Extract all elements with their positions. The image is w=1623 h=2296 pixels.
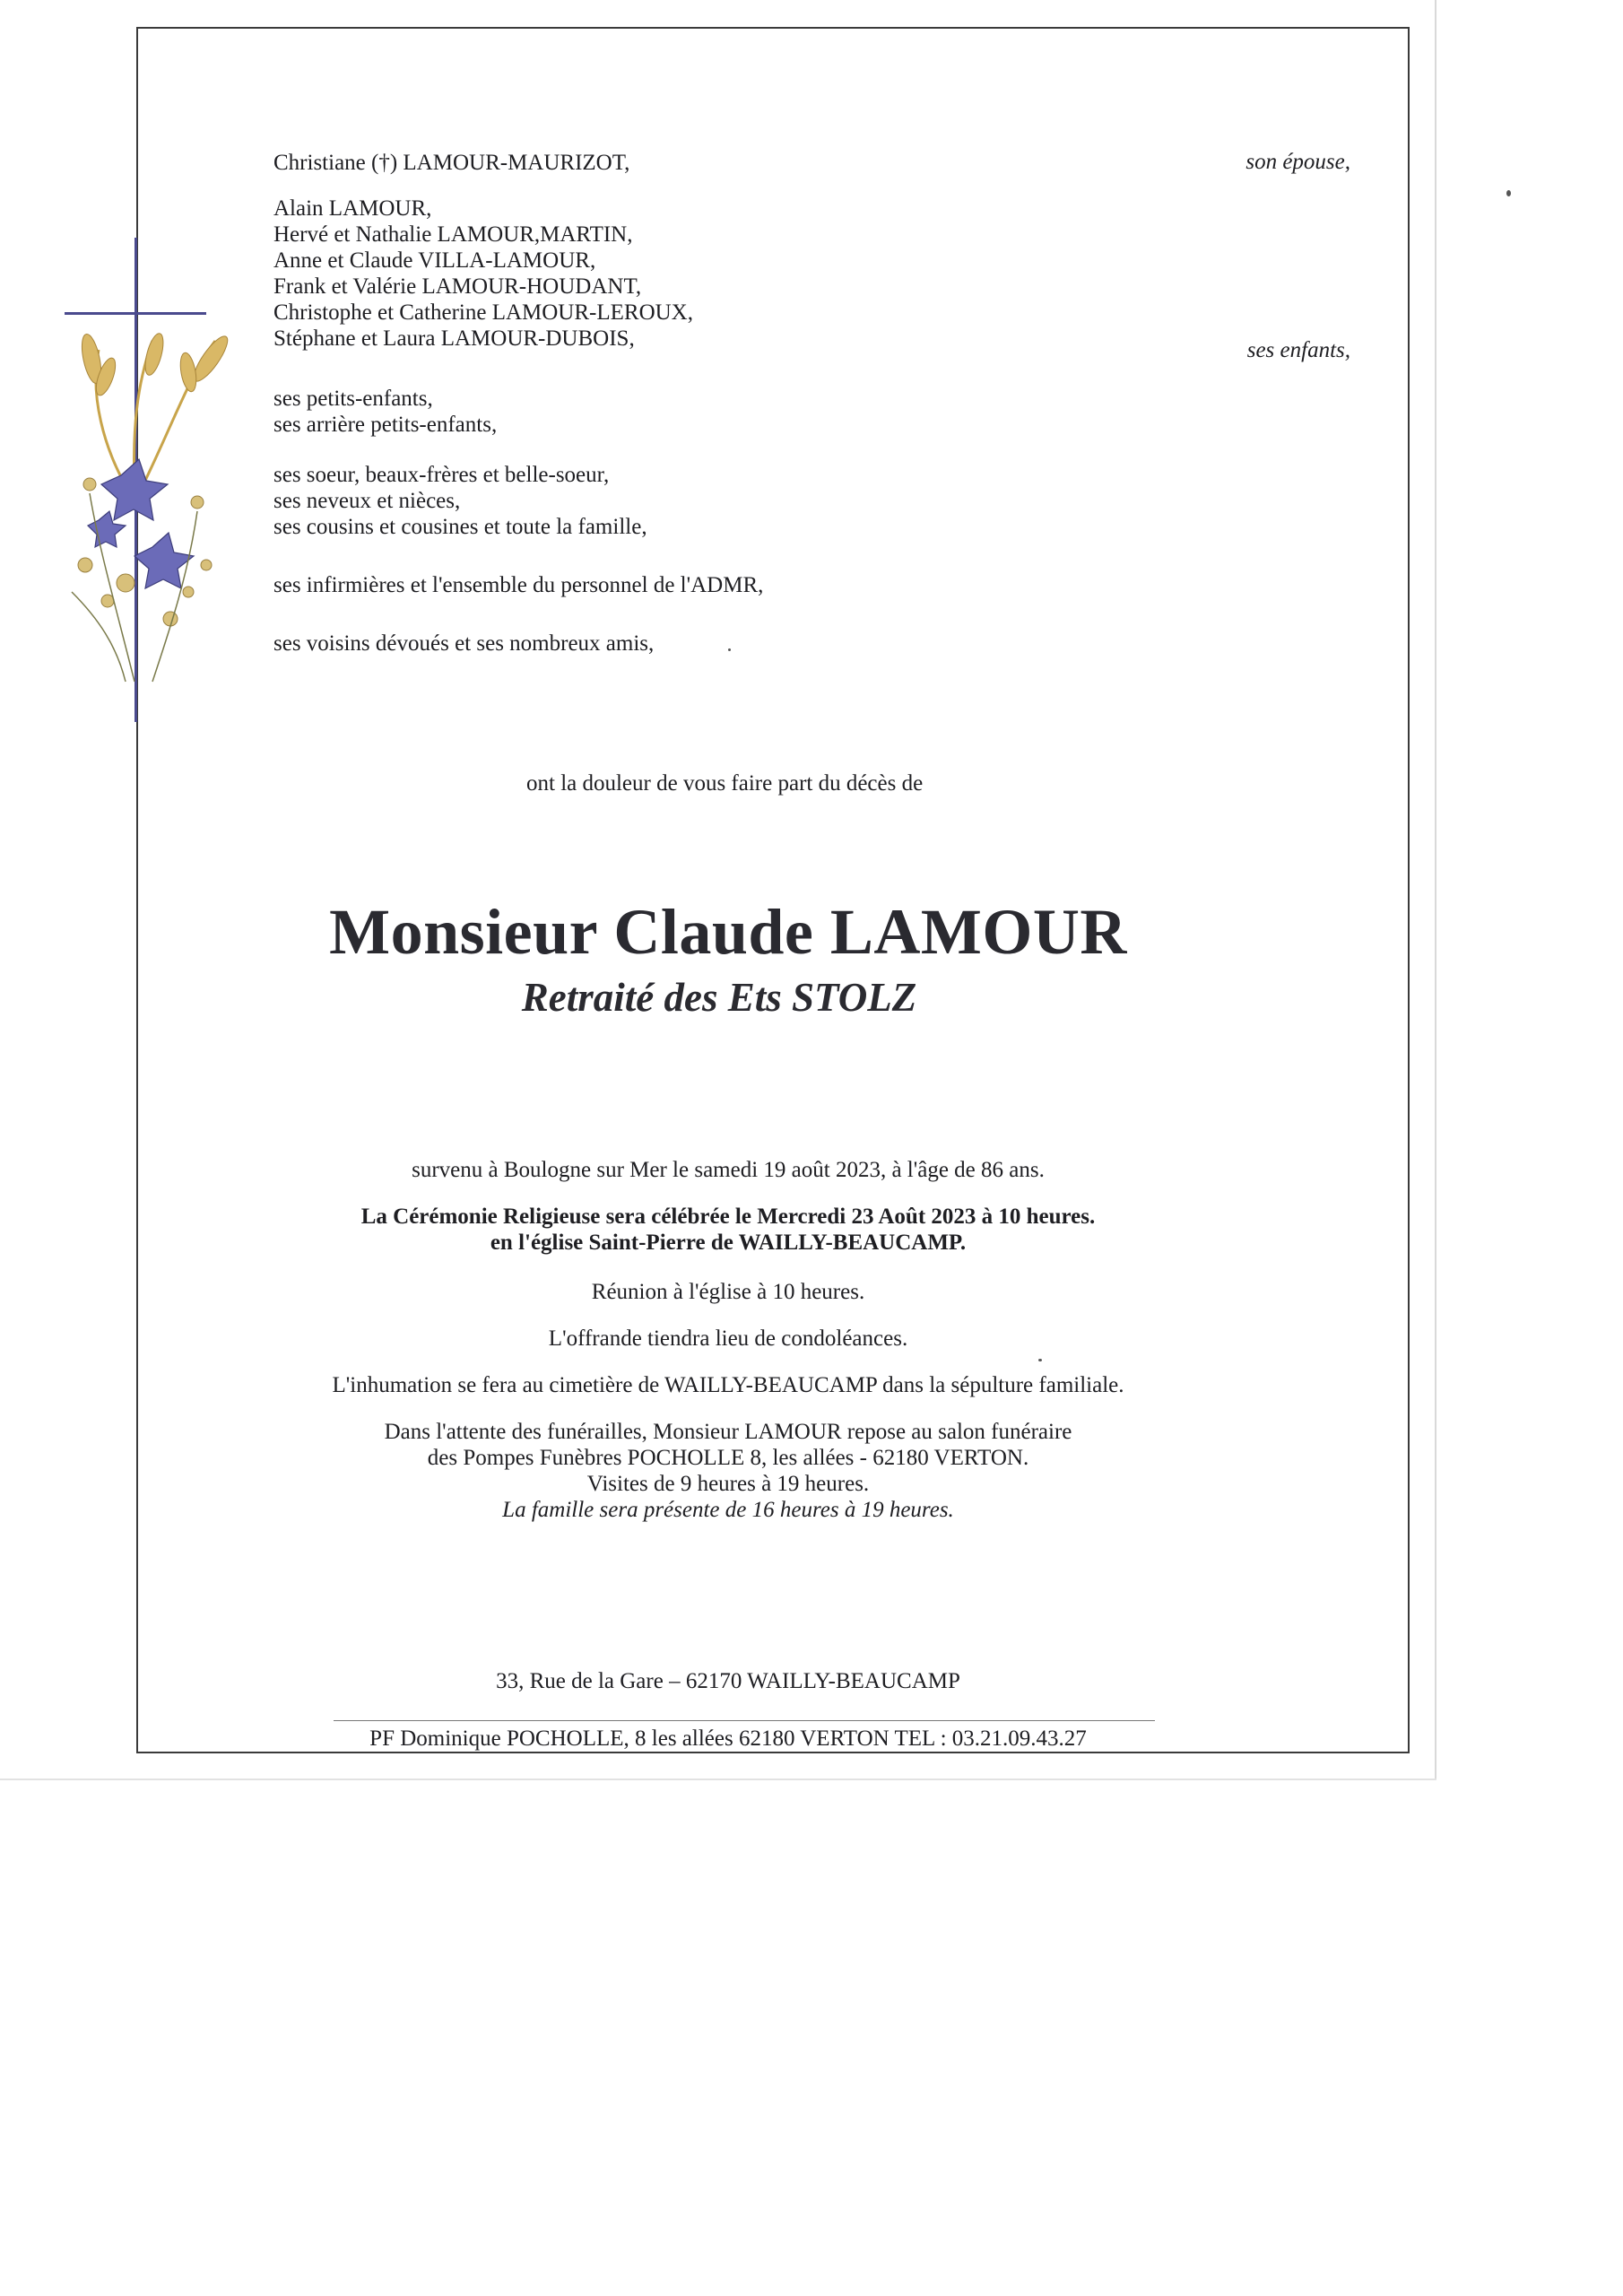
scan-edge xyxy=(0,1779,1436,1780)
offering-info: L'offrande tiendra lieu de condoléances. xyxy=(548,1326,908,1351)
announcement-text: ont la douleur de vous faire part du décès de xyxy=(526,771,924,796)
great-grandchildren: ses arrière petits-enfants, xyxy=(273,413,498,437)
child-name: Anne et Claude VILLA-LAMOUR, xyxy=(273,248,596,273)
divider xyxy=(334,1720,1155,1721)
child-name: Alain LAMOUR, xyxy=(273,196,432,221)
death-details: survenu à Boulogne sur Mer le samedi 19 août 2023, à l'âge de 86 ans. xyxy=(412,1158,1045,1182)
neighbours-friends: ses voisins dévoués et ses nombreux amis, xyxy=(273,631,655,656)
nurses: ses infirmières et l'ensemble du personnel de l'ADMR, xyxy=(273,573,764,597)
child-name: Hervé et Nathalie LAMOUR,MARTIN, xyxy=(273,222,633,247)
children-role: ses enfants, xyxy=(1246,338,1350,362)
address: 33, Rue de la Gare – 62170 WAILLY-BEAUCAMP xyxy=(496,1669,960,1693)
scan-speck xyxy=(1506,190,1511,196)
family-presence: La famille sera présente de 16 heures à 19 heures. xyxy=(502,1498,954,1522)
meeting-info: Réunion à l'église à 10 heures. xyxy=(591,1280,865,1304)
ceremony-date: La Cérémonie Religieuse sera célébrée le Mercredi 23 Août 2023 à 10 heures. xyxy=(360,1205,1096,1229)
nephews-nieces: ses neveux et nièces, xyxy=(273,489,461,513)
spouse-name: Christiane (†) LAMOUR-MAURIZOT, xyxy=(273,151,630,175)
child-name: Christophe et Catherine LAMOUR-LEROUX, xyxy=(273,300,693,325)
ceremony-place: en l'église Saint-Pierre de WAILLY-BEAUCAMP. xyxy=(490,1231,967,1255)
rest-info: des Pompes Funèbres POCHOLLE 8, les allées - 62180 VERTON. xyxy=(427,1446,1029,1470)
scan-edge xyxy=(1435,0,1436,1780)
visit-hours: Visites de 9 heures à 19 heures. xyxy=(586,1472,870,1496)
cross-icon xyxy=(65,312,206,315)
child-name: Stéphane et Laura LAMOUR-DUBOIS, xyxy=(273,326,635,351)
scan-speck xyxy=(1038,1359,1042,1361)
funeral-home-footer: PF Dominique POCHOLLE, 8 les allées 62180 VERTON TEL : 03.21.09.43.27 xyxy=(369,1726,1087,1751)
scan-speck xyxy=(728,648,731,651)
siblings: ses soeur, beaux-frères et belle-soeur, xyxy=(273,463,610,487)
spouse-role: son épouse, xyxy=(1245,150,1350,174)
child-name: Frank et Valérie LAMOUR-HOUDANT, xyxy=(273,274,642,299)
rest-info: Dans l'attente des funérailles, Monsieur LAMOUR repose au salon funéraire xyxy=(384,1420,1072,1444)
floral-decoration-icon xyxy=(36,323,251,700)
grandchildren: ses petits-enfants, xyxy=(273,387,433,411)
burial-info: L'inhumation se fera au cimetière de WAILLY-BEAUCAMP dans la sépulture familiale. xyxy=(332,1373,1124,1397)
deceased-name: Monsieur Claude LAMOUR xyxy=(329,896,1127,968)
deceased-title: Retraité des Ets STOLZ xyxy=(521,975,917,1020)
cousins: ses cousins et cousines et toute la famille, xyxy=(273,515,647,539)
